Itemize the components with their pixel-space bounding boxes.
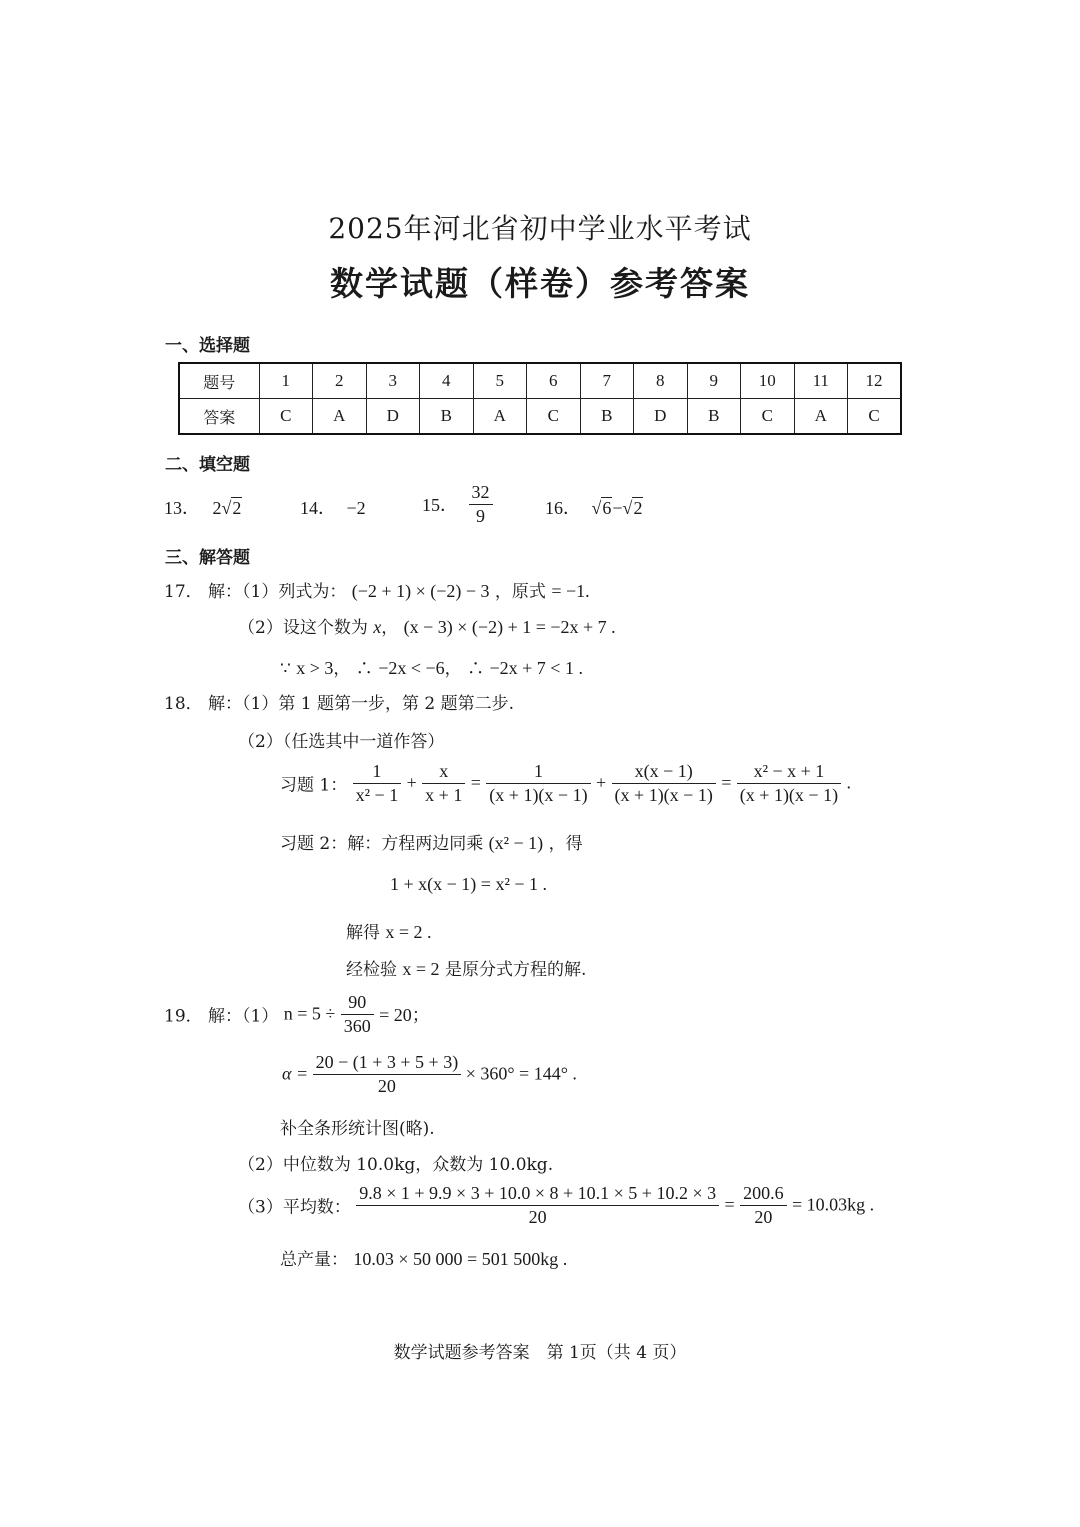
text: 解：（1）列式为： (208, 582, 347, 602)
math-expression: = −1. (551, 581, 590, 601)
text: ， (333, 659, 351, 679)
exercise-label: 习题 1： (280, 775, 348, 796)
text: 总产量： (280, 1250, 348, 1270)
question-label: 17． (164, 582, 203, 602)
numerator: 32 (469, 482, 493, 505)
question-label: 15． (422, 495, 458, 516)
q18-exercise2-line3 (346, 918, 432, 943)
text: ，原式 (494, 582, 546, 602)
answer-cell: C (848, 399, 902, 435)
fraction (341, 992, 374, 1036)
math-expression: α = (282, 1063, 309, 1084)
question-label: 18． (164, 694, 203, 714)
q18-exercise2-line4 (346, 955, 586, 980)
text: 经检验 (346, 960, 397, 980)
answer-cell: A (794, 399, 848, 435)
section-heading-solve: 三、解答题 (165, 548, 250, 568)
operator: = (721, 772, 732, 793)
denominator: 20 (754, 1206, 773, 1227)
q18-line2: （2）（任选其中一道作答） (238, 732, 445, 752)
question-number: 10 (741, 363, 795, 399)
fraction (353, 761, 402, 805)
operator: + (595, 772, 607, 793)
therefore-symbol: ∴ (355, 659, 373, 679)
math-expression: −2x < −6 (378, 658, 445, 678)
denominator: x + 1 (425, 784, 463, 805)
denominator: (x + 1)(x − 1) (614, 784, 713, 805)
because-symbol: ∵ (280, 659, 291, 679)
q17-line2 (238, 613, 616, 638)
radicand: 6 (602, 498, 612, 518)
text: 解：（1） (208, 1006, 279, 1027)
denominator: x² − 1 (355, 784, 399, 805)
numerator: 200.6 (740, 1183, 787, 1206)
fraction (422, 761, 465, 805)
math-expression: x > 3 (296, 658, 334, 678)
numerator: 1 (486, 761, 590, 784)
numerator: x (422, 761, 465, 784)
row-label-question: 题号 (179, 363, 259, 399)
denominator: 360 (343, 1015, 371, 1036)
document-title: 数学试题（样卷）参考答案 (330, 264, 750, 303)
table-row-questions (179, 363, 901, 399)
page-footer: 数学试题参考答案 第 1页（共 4 页） (393, 1343, 687, 1363)
answer-cell: C (741, 399, 795, 435)
numerator: 90 (341, 992, 374, 1015)
question-label: 14． (300, 498, 336, 518)
operator: + (406, 772, 417, 793)
math-expression: (x² − 1) (488, 833, 544, 853)
fraction (486, 761, 590, 805)
question-label: 19． (164, 1006, 203, 1027)
answer-cell: C (527, 399, 581, 435)
radicand: 2 (633, 498, 643, 518)
math-expression: (−2 + 1) × (−2) − 3 (351, 581, 490, 601)
denominator: 20 (377, 1075, 396, 1096)
operator: = (470, 772, 481, 793)
text: 是原分式方程的解. (444, 960, 587, 980)
math-expression: n = 5 ÷ (283, 1003, 336, 1024)
answer-cell: B (687, 399, 741, 435)
question-number: 1 (259, 363, 313, 399)
text: ， (381, 618, 399, 638)
fill-answer-14 (300, 494, 366, 520)
answer-cell: D (366, 399, 420, 435)
exam-title: 2025年河北省初中学业水平考试 (328, 212, 752, 245)
therefore-symbol: ∴ (467, 659, 485, 679)
operator: − (612, 498, 623, 518)
sqrt-expression: √6 (591, 498, 612, 518)
q17-line1 (164, 577, 590, 602)
answer-cell: C (259, 399, 313, 435)
math-expression: 10.03 × 50 000 = 501 500kg . (353, 1249, 568, 1269)
q19-part2: （2）中位数为 10.0kg，众数为 10.0kg. (238, 1155, 554, 1175)
numerator: x(x − 1) (612, 761, 716, 784)
q18-line1 (164, 689, 514, 714)
answer-table (178, 362, 902, 435)
question-number: 2 (313, 363, 367, 399)
fill-answer-16 (545, 494, 643, 520)
math-expression: x = 2 (402, 959, 440, 979)
question-label: 16． (545, 498, 581, 518)
answer-cell: A (473, 399, 527, 435)
numerator: 20 − (1 + 3 + 5 + 3) (313, 1052, 462, 1075)
text: 解：（1）第 1 题第一步，第 2 题第二步. (208, 694, 515, 714)
punctuation: . (846, 772, 851, 793)
fraction (356, 1183, 719, 1227)
fill-answer-15 (422, 482, 493, 526)
q19-alpha (282, 1052, 577, 1096)
math-expression: × 360° = 144° . (465, 1063, 577, 1084)
fraction (469, 482, 493, 526)
q18-exercise1 (280, 761, 851, 805)
answer-value: −2 (346, 498, 366, 518)
q19-part3 (238, 1183, 874, 1227)
denominator: 20 (528, 1206, 547, 1227)
section-heading-fill: 二、填空题 (165, 455, 250, 475)
answer-cell: B (420, 399, 474, 435)
question-number: 3 (366, 363, 420, 399)
math-expression: (x − 3) × (−2) + 1 = −2x + 7 . (403, 617, 616, 637)
section-heading-choice: 一、选择题 (165, 336, 250, 356)
answer-cell: A (313, 399, 367, 435)
numerator: 1 (353, 761, 402, 784)
text: （2）设这个数为 (238, 618, 368, 638)
math-expression: = 20； (379, 1005, 430, 1026)
fill-answer-13 (164, 494, 242, 520)
question-number: 11 (794, 363, 848, 399)
question-number: 4 (420, 363, 474, 399)
answer-cell: B (580, 399, 634, 435)
text: ，得 (548, 834, 583, 854)
question-number: 5 (473, 363, 527, 399)
q19-total (280, 1245, 567, 1270)
fraction (313, 1052, 462, 1096)
question-number: 12 (848, 363, 902, 399)
math-variable: x (373, 617, 382, 637)
denominator: (x + 1)(x − 1) (489, 784, 588, 805)
answer-cell: D (634, 399, 688, 435)
math-expression: −2x + 7 < 1 . (489, 658, 583, 678)
text: （3）平均数： (238, 1197, 351, 1218)
fraction (737, 761, 841, 805)
denominator: (x + 1)(x − 1) (739, 784, 839, 805)
question-number: 9 (687, 363, 741, 399)
denominator: 9 (476, 505, 485, 526)
text: 解得 (346, 923, 380, 943)
fraction (612, 761, 716, 805)
question-number: 6 (527, 363, 581, 399)
sqrt-expression: √2 (622, 498, 643, 518)
math-expression: = 10.03kg . (791, 1194, 875, 1215)
q17-line3 (280, 654, 583, 679)
numerator: 9.8 × 1 + 9.9 × 3 + 10.0 × 8 + 10.1 × 5 + 10.2 × 3 (356, 1183, 719, 1206)
radicand: 2 (232, 498, 242, 518)
question-label: 13． (164, 498, 200, 518)
text: 习题 2：解：方程两边同乘 (280, 834, 484, 854)
q18-exercise2-line2: 1 + x(x − 1) = x² − 1 . (390, 874, 547, 894)
math-expression: x = 2 . (385, 922, 432, 942)
q19-chart-note: 补全条形统计图(略). (280, 1119, 435, 1139)
row-label-answer: 答案 (179, 399, 259, 435)
question-number: 8 (634, 363, 688, 399)
operator: = (724, 1194, 735, 1215)
question-number: 7 (580, 363, 634, 399)
table-row-answers (179, 399, 901, 435)
q18-exercise2-line1 (280, 829, 583, 854)
fraction (740, 1183, 787, 1227)
sqrt-expression: √2 (221, 498, 242, 518)
numerator: x² − x + 1 (737, 761, 841, 784)
text: ， (444, 659, 462, 679)
coefficient: 2 (212, 498, 222, 518)
q19-part1 (164, 992, 430, 1036)
